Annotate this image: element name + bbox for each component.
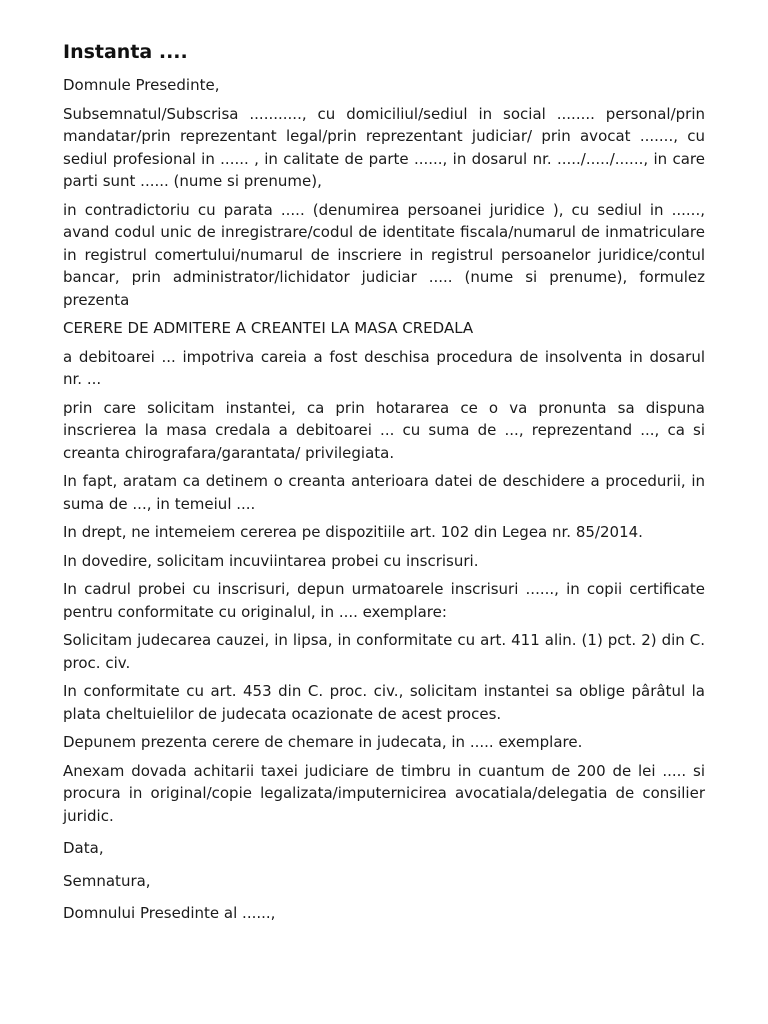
paragraph-evidence: In dovedire, solicitam incuviintarea probei cu inscrisuri. <box>63 551 479 570</box>
salutation: Domnule Presedinte, <box>63 76 220 94</box>
paragraph-costs: In conformitate cu art. 453 din C. proc. civ., solicitam instantei sa oblige pârâtul la plata cheltuielilor de judecata ocazionate de acest proces. <box>63 682 705 723</box>
addressee-line: Domnului Presedinte al ......, <box>63 904 276 922</box>
paragraph-law: In drept, ne intemeiem cererea pe dispozitiile art. 102 din Legea nr. 85/2014. <box>63 523 643 541</box>
paragraph-copies: Depunem prezenta cerere de chemare in judecata, in ..... exemplare. <box>63 733 583 751</box>
paragraph-facts: In fapt, aratam ca detinem o creanta anterioara datei de deschidere a procedurii, in suma de ..., in temeiul .... <box>63 472 705 513</box>
paragraph-defendant: in contradictoriu cu parata ..... (denumirea persoanei juridice ), cu sediul in ......, avand codul unic de inregistrare/codul de identitate fiscala/numarul de inmatriculare in registrul comertului/numarul de inscriere in registrul persoanelor juridice/contul bancar, prin administrator/lichidator judiciar ..... (nume si prenume), formulez prezenta <box>63 200 705 309</box>
paragraph-debtor: a debitoarei ... impotriva careia a fost deschisa procedura de insolventa in dosarul nr. ... <box>63 347 705 388</box>
paragraph-petitioner: Subsemnatul/Subscrisa ..........., cu domiciliul/sediul in social ........ personal/prin mandatar/prin reprezentant legal/prin reprezentant judiciar/ prin avocat ......., cu sediul profesional in ...... , in calitate de parte ......, in dosarul nr. ...../...../......, in care parti sunt ...... (nume si prenume), <box>63 104 705 190</box>
paragraph-request: prin care solicitam instantei, ca prin hotararea ce o va pronunta sa dispuna inscrierea la masa credala a debitoarei ... cu suma de ..., reprezentand ..., ca si creanta chirografara/garantata/ privilegiata. <box>63 398 705 462</box>
paragraph-annex: Anexam dovada achitarii taxei judiciare de timbru in cuantum de 200 de lei ..... si procura in original/copie legalizata/imputernicirea avocatiala/delegatia de consilier juridic. <box>63 761 705 825</box>
document-page <box>63 38 705 931</box>
paragraph-documents: In cadrul probei cu inscrisuri, depun urmatoarele inscrisuri ......, in copii certificate pentru conformitate cu originalul, in .... exemplare: <box>63 580 705 621</box>
date-label: Data, <box>63 839 104 857</box>
document-title: Instanta .... <box>63 41 188 63</box>
paragraph-absence: Solicitam judecarea cauzei, in lipsa, in conformitate cu art. 411 alin. (1) pct. 2) din C. proc. civ. <box>63 631 705 672</box>
signature-label: Semnatura, <box>63 871 151 890</box>
request-heading: CERERE DE ADMITERE A CREANTEI LA MASA CREDALA <box>63 319 474 337</box>
